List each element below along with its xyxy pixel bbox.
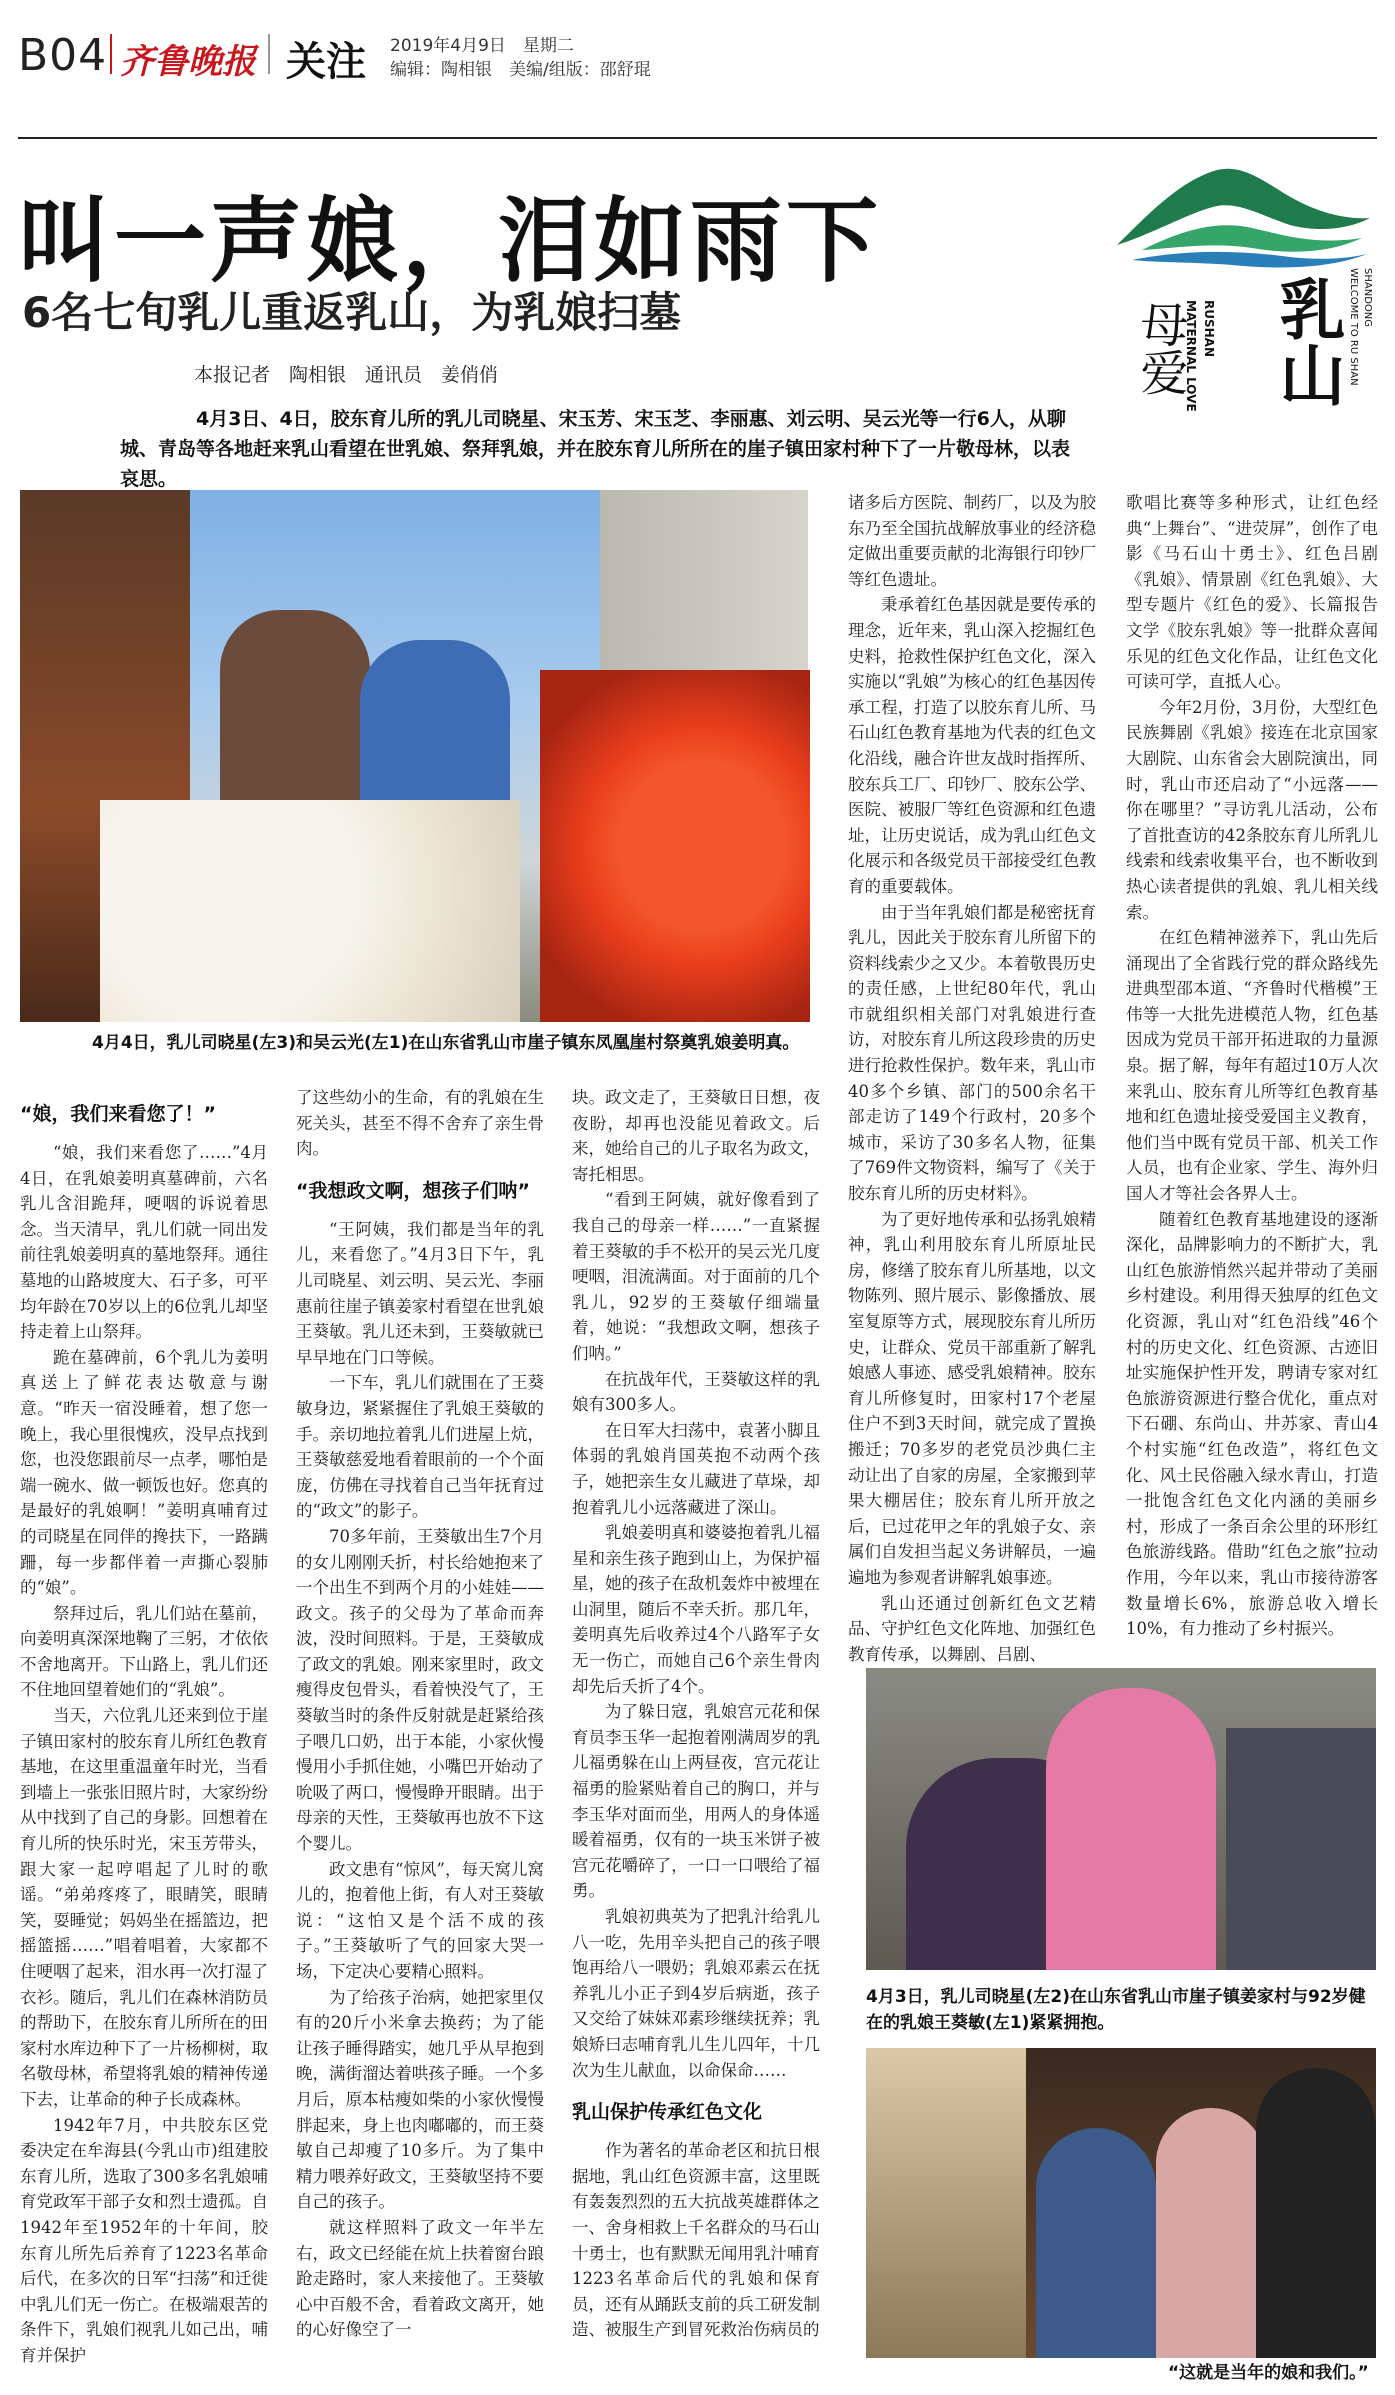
header-rule bbox=[18, 137, 1377, 139]
masthead-divider bbox=[268, 34, 270, 74]
brand-en-maternal-love: MATERNAL LOVE bbox=[1184, 300, 1198, 412]
paragraph: “王阿姨，我们都是当年的乳儿，来看您了。”4月3日下午，乳儿司晓星、刘云明、吴云光、李丽惠前往崖子镇姜家村看望在世乳娘王葵敏。乳儿还未到，王葵敏就已早早地在门口等候。 bbox=[296, 1219, 544, 1367]
column-3 bbox=[572, 1085, 820, 2385]
paragraph: 今年2月份，3月份，大型红色民族舞剧《乳娘》接连在北京国家大剧院、山东省会大剧院演出，同时，乳山市还启动了“小远落——你在哪里？”寻访乳儿活动，公布了首批查访的42条胶东育儿所乳儿线索和线索收集平台，也不断收到热心读者提供的乳娘、乳儿相关线索。 bbox=[1126, 697, 1378, 922]
paragraph: 为了给孩子治病，她把家里仅有的20斤小米拿去换药；为了能让孩子睡得踏实，她几乎从早抱到晚，满街溜达着哄孩子睡。一个多月后，原本枯瘦如柴的小家伙慢慢胖起来，身上也肉嘟嘟的，而王葵敏自己却瘦了10多斤。为了集中精力喂养好政文，王葵敏坚持不要自己的孩子。 bbox=[296, 1987, 544, 2212]
old-photo-caption: “这就是当年的娘和我们。” bbox=[1168, 2363, 1369, 2383]
paragraph: 乳娘初典英为了把乳汁给乳儿八一吃，先用辛头把自己的孩子喂饱再给八一喂奶；乳娘邓素云在抚养乳儿小正子到4岁后病逝，孩子又交给了妹妹邓素珍继续抚养；乳娘矫曰志哺育乳儿生儿四年，十几次为生儿献血，以命保命…… bbox=[572, 1907, 820, 2080]
paragraph: 了这些幼小的生命，有的乳娘在生死关头，甚至不得不舍弃了亲生骨肉。 bbox=[296, 1088, 544, 1159]
issue-date: 2019年4月9日 星期二 bbox=[390, 36, 574, 56]
paragraph: 70多年前，王葵敏出生7个月的女儿刚刚夭折，村长给她抱来了一个出生不到两个月的小娃娃——政文。孩子的父母为了革命而奔波，没时间照料。于是，王葵敏成了政文的乳娘。刚来家里时，政文瘦得皮包骨头，看着怏没气了，王葵敏当时的条件反射就是赶紧给孩子喂几口奶，出于本能，小家伙慢慢用小手抓住她，小嘴巴开始动了吮吸了两口，慢慢睁开眼睛。出于母亲的天性，王葵敏再也放不下这个婴儿。 bbox=[296, 1526, 544, 1854]
brand-en-welcome: WELCOME TO RU SHAN bbox=[1348, 268, 1359, 386]
paragraph: 跪在墓碑前，6个乳儿为姜明真送上了鲜花表达敬意与谢意。“昨天一宿没睡着，想了您一晚上，我心里很愧疚，没早点找到您，也没您跟前尽一点孝，哪怕是端一碗水、做一顿饭也好。您真的是最好的乳娘啊！”姜明真哺育过的司晓星在同伴的搀扶下，一路蹒跚，每一步都伴着一声撕心裂肺的“娘”。 bbox=[20, 1347, 268, 1598]
paragraph: 作为著名的革命老区和抗日根据地，乳山红色资源丰富，这里既有轰轰烈烈的五大抗战英雄群体之一、舍身相救上千名群众的马石山十勇士，也有默默无闻用乳汁哺育1223名革命后代的乳娘和保育员，还有从踊跃支前的兵工研发制造、被服生产到冒死救治伤病员的 bbox=[572, 2141, 820, 2340]
byline: 本报记者 陶相银 通讯员 姜俏俏 bbox=[194, 364, 499, 386]
visitor-woman bbox=[1046, 1688, 1216, 1970]
headline: 叫一声娘，泪如雨下 bbox=[18, 188, 883, 295]
masthead-divider bbox=[110, 34, 112, 74]
paragraph: 随着红色教育基地建设的逐渐深化，品牌影响力的不断扩大，乳山红色旅游悄然兴起并带动了美丽乡村建设。利用得天独厚的红色文化资源，乳山对“红色沿线”46个村的历史文化、红色资源、古迹旧址实施保护性开发，聘请专家对红色旅游资源进行整合优化，重点对下石硼、东尚山、井苏家、青山4个村实施“红色改造”，将红色文化、风土民俗融入绿水青山，打造一批饱含红色文化内涵的美丽乡村，形成了一条百余公里的环形红色旅游线路。借助“红色之旅”拉动作用，今年以来，乳山市接待游客数量增长6%，旅游总收入增长10%，有力推动了乡村振兴。 bbox=[1126, 1209, 1378, 1639]
column-5 bbox=[1126, 490, 1378, 1650]
paragraph: 乳娘姜明真和婆婆抱着乳儿福星和亲生孩子跑到山上，为保护福星，她的孩子在敌机轰炸中被埋在山洞里，随后不幸夭折。那几年，姜明真先后收养过4个八路军子女无一伤亡，而她自己6个亲生骨肉却先后夭折了4个。 bbox=[572, 1523, 820, 1696]
hug-photo-caption: 4月3日，乳儿司晓星(左2)在山东省乳山市崖子镇姜家村与92岁健在的乳娘王葵敏(左1)紧紧拥抱。 bbox=[866, 1987, 1366, 2033]
paper-logo: 齐鲁晚报 bbox=[120, 42, 256, 82]
brand-en-shandong: SHANDONG bbox=[1362, 268, 1373, 327]
paragraph: 政文患有“惊风”，每天窝儿窝儿的，抱着他上街，有人对王葵敏说：“这怕又是个活不成的孩子。”王葵敏听了气的回家大哭一场，下定决心要精心照料。 bbox=[296, 1859, 544, 1981]
section-title: 关注 bbox=[286, 39, 366, 85]
paragraph: 一下车，乳儿们就围在了王葵敏身边，紧紧握住了乳娘王葵敏的手。亲切地拉着乳儿们进屋上炕，王葵敏慈爱地看着眼前的一个个面庞，仿佛在寻找着自己当年抚育过的“政文”的影子。 bbox=[296, 1373, 544, 1521]
column-1 bbox=[20, 1085, 268, 2385]
paragraph: 由于当年乳娘们都是秘密抚育乳儿，因此关于胶东育儿所留下的资料线索少之又少。本着敬畏历史的责任感，上世纪80年代，乳山市就组织相关部门对乳娘进行查访，对胶东育儿所这段珍贵的历史进行抢救性保护。数年来，乳山市40多个乡镇、部门的500余名干部走访了149个行政村，20多个城市，采访了30多名人物，征集了769件文物资料，编写了《关于胶东育儿所的历史材料》。 bbox=[848, 902, 1096, 1204]
brand-title-rushan: 乳山 bbox=[1268, 275, 1346, 407]
main-photo bbox=[20, 490, 808, 1022]
paragraph: 为了躲日寇，乳娘宫元花和保育员李玉华一起抱着刚满周岁的乳儿福勇躲在山上两昼夜，宫元花让福勇的脸紧贴着自己的胸口，并与李玉华对面而坐，用两人的身体遥暖着福勇，仅有的一块玉米饼子被宫元花嚼碎了，一口一口喂给了福勇。 bbox=[572, 1702, 820, 1901]
framed-photo bbox=[866, 2048, 1026, 2358]
old-photo-view bbox=[866, 2048, 1376, 2358]
paragraph: 1942年7月，中共胶东区党委决定在牟海县(今乳山市)组建胶东育儿所，选取了300多名乳娘哺育党政军干部子女和烈士遗孤。自1942年至1952年的十年间，胶东育儿所先后养育了1223名革命后代，在多次的日军“扫荡”和迁徙中乳儿们无一伤亡。在极端艰苦的条件下，乳娘们视乳儿如己出，哺育并保护 bbox=[20, 2115, 268, 2365]
main-photo-caption: 4月4日，乳儿司晓星(左3)和吴云光(左1)在山东省乳山市崖子镇东凤凰崖村祭奠乳娘姜明真。 bbox=[92, 1033, 800, 1053]
paragraph: 在日军大扫荡中，袁著小脚且体弱的乳娘肖国英抱不动两个孩子，她把亲生女儿藏进了草垛，却抱着乳儿小远落藏进了深山。 bbox=[572, 1420, 820, 1517]
paragraph: “娘，我们来看您了……”4月4日，在乳娘姜明真墓碑前，六名乳儿含泪跪拜，哽咽的诉说着思念。当天清早，乳儿们就一同出发前往乳娘姜明真的墓地祭拜。通往墓地的山路坡度大、石子多，可平均年龄在70岁以上的6位乳儿却坚持走着上山祭拜。 bbox=[20, 1143, 268, 1342]
paragraph: 块。政文走了，王葵敏日日想，夜夜盼，却再也没能见着政文。后来，她给自己的儿子取名为政文，寄托相思。 bbox=[572, 1088, 820, 1184]
paragraph: 就这样照料了政文一年半左右，政文已经能在炕上扶着窗台踉跄走路时，家人来接他了。王葵敏心中百般不舍，看着政文离开，她的心好像空了一 bbox=[296, 2217, 544, 2340]
issue-meta bbox=[390, 34, 651, 82]
rushan-maternal-love-logo bbox=[1112, 150, 1377, 440]
person-c bbox=[1256, 2068, 1376, 2358]
issue-editors: 编辑：陶相银 美编/组版：邵舒琨 bbox=[390, 60, 651, 80]
background-people bbox=[1226, 1728, 1376, 1970]
section-subhead: “娘，我们来看您了！” bbox=[20, 1103, 216, 1125]
column-4 bbox=[848, 490, 1096, 1664]
paragraph: 祭拜过后，乳儿们站在墓前，向姜明真深深地鞠了三躬，才依依不舍地离开。下山路上，乳儿们还不住地回望着她们的“乳娘”。 bbox=[20, 1603, 268, 1700]
hug-photo bbox=[866, 1668, 1376, 1970]
paragraph: 歌唱比赛等多种形式，让红色经典“上舞台”、“进荧屏”，创作了电影《马石山十勇士》、红色吕剧《乳娘》、情景剧《红色乳娘》、大型专题片《红色的爱》、长篇报告文学《胶东乳娘》等一批群众喜闻乐见的红色文化作品，让红色文化可读可学，直抵人心。 bbox=[1126, 493, 1378, 692]
paragraph: 为了更好地传承和弘扬乳娘精神，乳山利用胶东育儿所原址民房，修缮了胶东育儿所基地，以文物陈列、照片展示、影像播放、展室复原等方式，展现胶东育儿所历史，让群众、党员干部重新了解乳娘感人事迹、感受乳娘精神。胶东育儿所修复时，田家村17个老屋住户不到3天时间，就完成了置换搬迁；70多岁的老党员沙典仁主动让出了自家的房屋，全家搬到苹果大棚居住；胶东育儿所开放之后，已过花甲之年的乳娘子女、亲属们自发担当起义务讲解员，一遍遍地为参观者讲解乳娘事迹。 bbox=[848, 1209, 1096, 1587]
section-subhead: “我想政文啊，想孩子们呐” bbox=[296, 1179, 530, 1202]
paragraph: 当天，六位乳儿还来到位于崖子镇田家村的胶东育儿所红色教育基地，在这里重温童年时光，当看到墙上一张张旧照片时，大家纷纷从中找到了自己的身影。回想着在育儿所的快乐时光，宋玉芳带头，跟大家一起哼唱起了儿时的歌谣。“弟弟疼疼了，眼睛笑，眼睛笑，耍睡觉；妈妈坐在摇篮边，把摇篮摇……”唱着唱着，大家都不住哽咽了起来，泪水再一次打湿了衣衫。随后，乳儿们在森林消防员的帮助下，在胶东育儿所所在的田家村水库边种下了一片杨柳树，取名敬母林，希望将乳娘的精神传递下去，让革命的种子长成森林。 bbox=[20, 1706, 268, 2109]
column-2 bbox=[296, 1085, 544, 2385]
masthead bbox=[18, 28, 1377, 85]
paragraph: 秉承着红色基因就是要传承的理念，近年来，乳山深入挖掘红色史料，抢救性保护红色文化，深入实施以“乳娘”为核心的红色基因传承工程，打造了以胶东育儿所、马石山红色教育基地为代表的红色文化沿线，融合许世友战时指挥所、胶东兵工厂、印钞厂、胶东公学、医院、被服厂等红色资源和红色遗址，让历史说话，成为乳山红色文化展示和各级党员干部接受红色教育的重要载体。 bbox=[848, 595, 1096, 896]
white-flowers bbox=[100, 800, 520, 1022]
page-number: B04 bbox=[18, 30, 108, 81]
lead-paragraph: 4月3日、4日，胶东育儿所的乳儿司晓星、宋玉芳、宋玉芝、李丽惠、刘云明、吴云光等一行6人，从聊城、青岛等各地赶来乳山看望在世乳娘、祭拜乳娘，并在胶东育儿所所在的崖子镇田家村种下了一片敬母林，以表哀思。 bbox=[120, 408, 1071, 490]
person-b bbox=[1156, 2108, 1266, 2358]
section-subhead: 乳山保护传承红色文化 bbox=[572, 2101, 763, 2124]
brand-title-muai: 母爱 bbox=[1132, 300, 1188, 396]
brand-en-rushan: RUSHAN bbox=[1202, 300, 1216, 357]
person-a bbox=[1036, 2128, 1156, 2358]
subheadline: 6名七旬乳儿重返乳山，为乳娘扫墓 bbox=[22, 288, 682, 337]
paragraph: 在红色精神滋养下，乳山先后涌现出了全省践行党的群众路线先进典型邵本道、“齐鲁时代楷模”王伟等一大批先进模范人物，红色基因成为党员干部开拓进取的力量源泉。据了解，每年有超过10万人次来乳山、胶东育儿所等红色教育基地和红色遗址接受爱国主义教育，他们当中既有党员干部、机关工作人员，也有企业家、学生、海外归国人才等社会各界人士。 bbox=[1126, 928, 1378, 1204]
paragraph: 乳山还通过创新红色文艺精品、守护红色文化阵地、加强红色教育传承，以舞剧、吕剧、 bbox=[848, 1593, 1096, 1664]
paragraph: 在抗战年代，王葵敏这样的乳娘有300多人。 bbox=[572, 1369, 820, 1415]
paragraph: “看到王阿姨，就好像看到了我自己的母亲一样……”一直紧握着王葵敏的手不松开的吴云光几度哽咽，泪流满面。对于面前的几个乳儿，92岁的王葵敏仔细端量着，她说：“我想政文啊，想孩子们呐。” bbox=[572, 1190, 820, 1363]
red-flowers bbox=[540, 670, 810, 1022]
paragraph: 诸多后方医院、制药厂，以及为胶东乃至全国抗战解放事业的经济稳定做出重要贡献的北海银行印钞厂等红色遗址。 bbox=[848, 493, 1096, 589]
